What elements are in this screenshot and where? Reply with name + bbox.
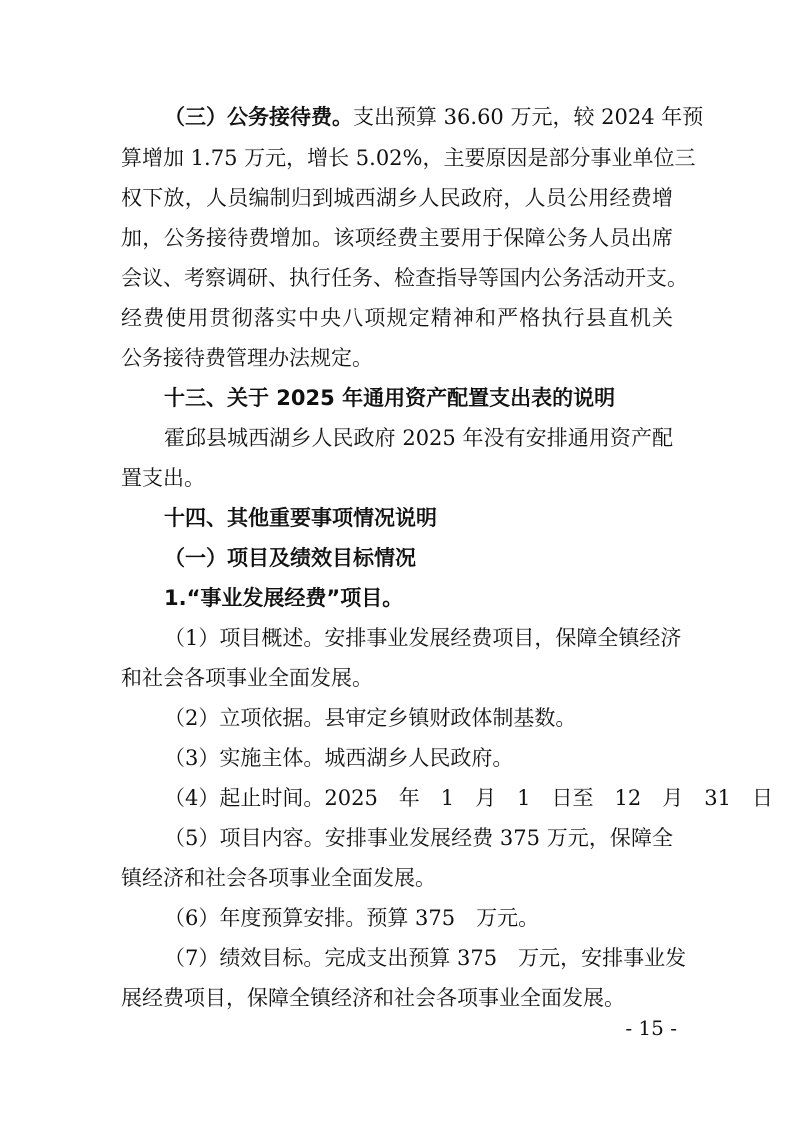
section-heading-13: 十三、关于 2025 年通用资产配置支出表的说明 [164,386,616,410]
paragraph-line-17: （3）实施主体。城西湖乡人民政府。 [164,746,514,770]
paragraph-line-23: 展经费项目，保障全镇经济和社会各项事业全面发展。 [121,986,625,1010]
paragraph-line-2: 算增加 1.75 万元，增长 5.02%，主要原因是部分事业单位三 [121,146,696,170]
paragraph-line-19: （5）项目内容。安排事业发展经费 375 万元，保障全 [164,826,673,850]
paragraph-line-1 [164,102,704,132]
paragraph-line-22: （7）绩效目标。完成支出预算 375 万元，安排事业发 [164,946,687,970]
paragraph-line-21: （6）年度预算安排。预算 375 万元。 [164,906,540,930]
paragraph-line-3: 权下放，人员编制归到城西湖乡人民政府，人员公用经费增 [121,186,673,210]
paragraph-line-5: 会议、考察调研、执行任务、检查指导等国内公务活动开支。 [121,266,688,290]
paragraph-line-6: 经费使用贯彻落实中央八项规定精神和严格执行县直机关 [121,306,673,330]
page-number: - 15 - [625,1016,677,1040]
section-heading-14: 十四、其他重要事项情况说明 [164,506,437,530]
section-heading-reception-fee: （三）公务接待费。 [164,105,353,129]
paragraph-line-10: 置支出。 [121,466,205,490]
paragraph-line-7: 公务接待费管理办法规定。 [121,346,373,370]
subsection-heading-1: （一）项目及绩效目标情况 [164,546,416,570]
paragraph-line-18: （4）起止时间。2025 年 1 月 1 日至 12 月 31 日 [164,786,773,810]
paragraph-line-4: 加，公务接待费增加。该项经费主要用于保障公务人员出席 [121,226,673,250]
line-text: 支出预算 36.60 万元，较 2024 年预 [353,105,704,129]
paragraph-line-14: （1）项目概述。安排事业发展经费项目，保障全镇经济 [164,626,682,650]
project-heading [164,583,684,613]
paragraph-line-20: 镇经济和社会各项事业全面发展。 [121,866,436,890]
project-suffix: 项目。 [340,586,404,610]
project-title: 1.“事业发展经费” [164,586,341,610]
paragraph-line-16: （2）立项依据。县审定乡镇财政体制基数。 [164,706,577,730]
paragraph-line-15: 和社会各项事业全面发展。 [121,666,373,690]
paragraph-line-9: 霍邱县城西湖乡人民政府 2025 年没有安排通用资产配 [164,426,673,450]
